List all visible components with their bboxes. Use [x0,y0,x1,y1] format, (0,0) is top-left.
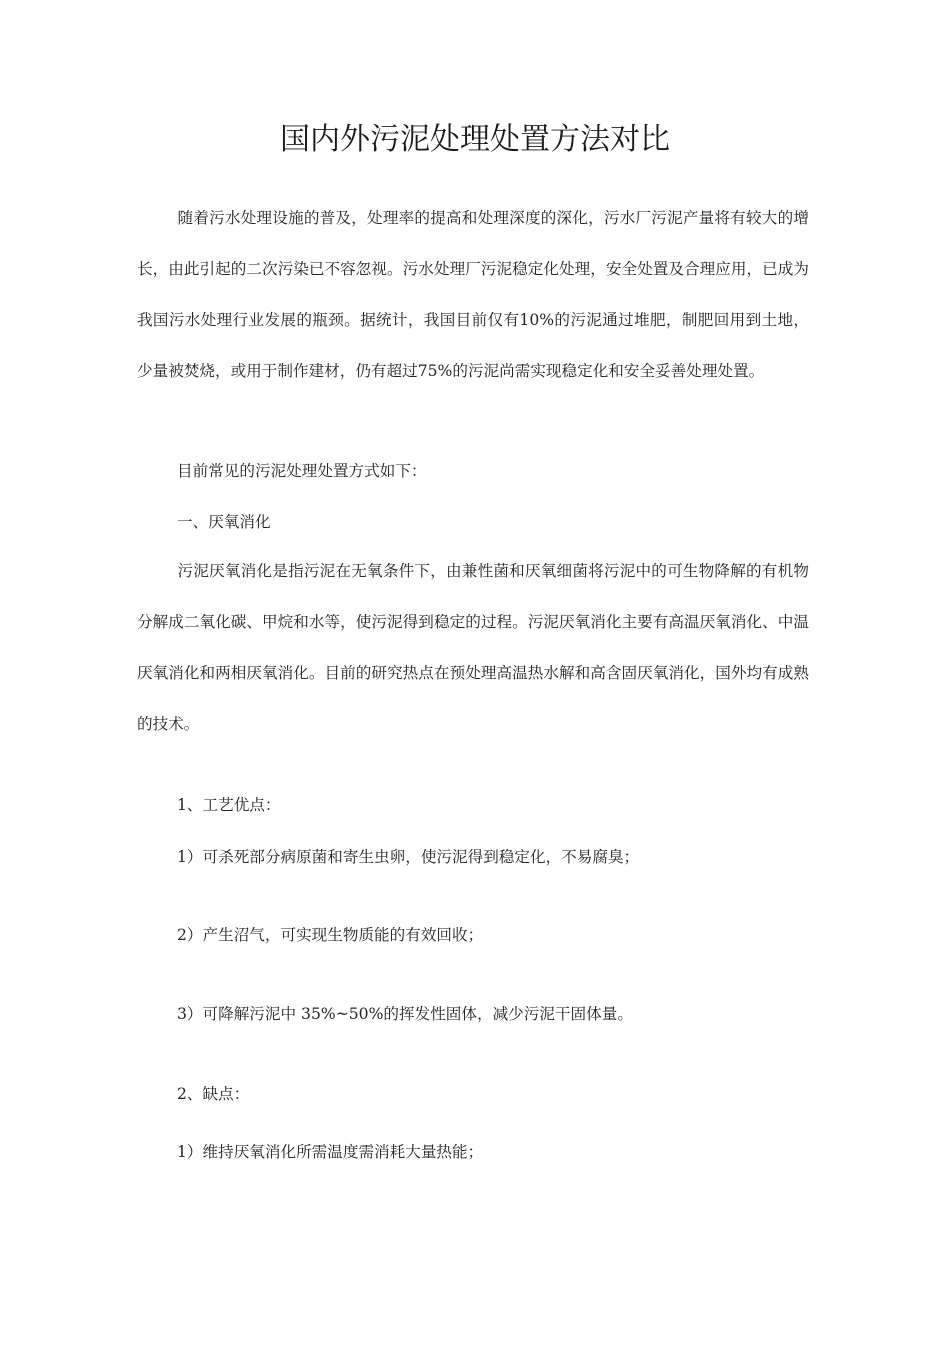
advantage-item: 1）可杀死部分病原菌和寄生虫卵，使污泥得到稳定化，不易腐臭； [177,848,640,866]
disadvantage-item: 1）维持厌氧消化所需温度需消耗大量热能； [177,1143,484,1161]
section-heading-anaerobic-digestion: 一、厌氧消化 [177,513,271,531]
advantage-item: 2）产生沼气，可实现生物质能的有效回收； [177,926,484,944]
disadvantages-heading: 2、缺点： [177,1085,250,1103]
advantages-heading: 1、工艺优点： [177,796,281,814]
anaerobic-digestion-paragraph: 污泥厌氧消化是指污泥在无氧条件下，由兼性菌和厌氧细菌将污泥中的可生物降解的有机物分解成二氧化碳、甲烷和水等，使污泥得到稳定的过程。污泥厌氧消化主要有高温厌氧消化、中温厌氧消化和两相厌氧消化。目前的研究热点在预处理高温热水解和高含固厌氧消化，国外均有成熟的技术。 [137,562,809,733]
advantage-item: 3）可降解污泥中 35%~50%的挥发性固体，减少污泥干固体量。 [177,1005,633,1023]
document-title: 国内外污泥处理处置方法对比 [280,122,670,157]
intro-paragraph: 随着污水处理设施的普及，处理率的提高和处理深度的深化，污水厂污泥产量将有较大的增长，由此引起的二次污染已不容忽视。污水处理厂污泥稳定化处理，安全处置及合理应用，已成为我国污水处理行业发展的瓶颈。据统计，我国目前仅有10%的污泥通过堆肥，制肥回用到土地，少量被焚烧，或用于制作建材，仍有超过75%的污泥尚需实现稳定化和安全妥善处理处置。 [137,209,809,380]
methods-intro: 目前常见的污泥处理处置方式如下： [177,462,427,480]
